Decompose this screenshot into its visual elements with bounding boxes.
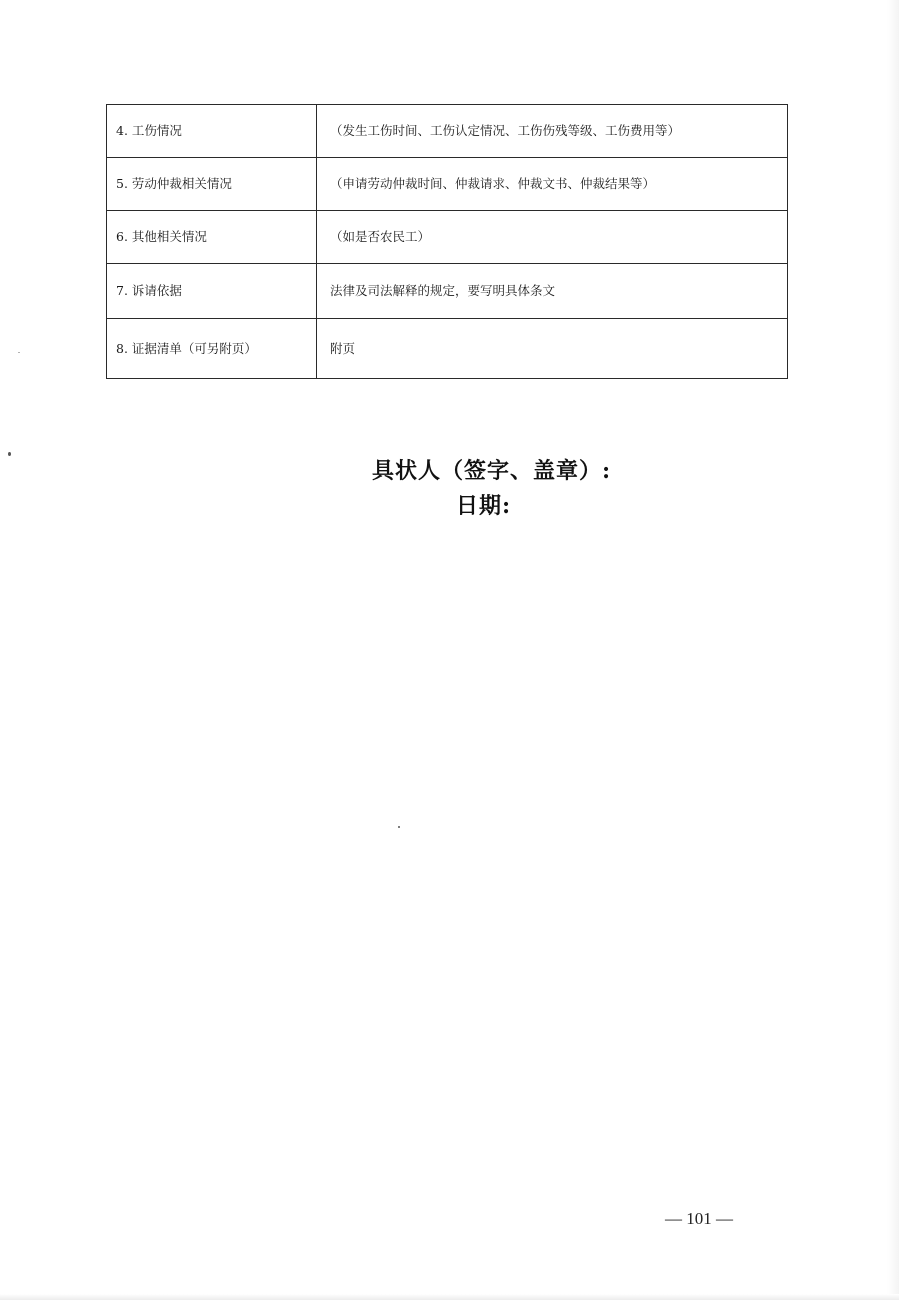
- page-number: — 101 —: [665, 1209, 733, 1228]
- row-label: 7. 诉请依据: [107, 264, 317, 319]
- complaint-form-table: [106, 104, 788, 379]
- date-label: 日期:: [456, 493, 512, 519]
- row-label: 5. 劳动仲裁相关情况: [107, 158, 317, 211]
- row-label: 8. 证据清单（可另附页）: [107, 319, 317, 379]
- table-row: [107, 158, 788, 211]
- signer-label: 具状人（签字、盖章）:: [372, 458, 612, 484]
- table-row: [107, 264, 788, 319]
- row-value: 附页: [317, 319, 788, 379]
- table-row: [107, 105, 788, 158]
- page-bottom-shadow: [0, 1294, 899, 1300]
- scan-speck: [18, 352, 20, 353]
- row-label: 6. 其他相关情况: [107, 211, 317, 264]
- scan-speck: [398, 826, 400, 828]
- row-value: 法律及司法解释的规定，要写明具体条文: [317, 264, 788, 319]
- row-value: （发生工伤时间、工伤认定情况、工伤伤残等级、工伤费用等）: [317, 105, 788, 158]
- table-row: [107, 211, 788, 264]
- page-edge-shadow: [887, 0, 899, 1300]
- row-value: （如是否农民工）: [317, 211, 788, 264]
- table-row: [107, 319, 788, 379]
- scan-speck: [8, 452, 11, 456]
- row-label: 4. 工伤情况: [107, 105, 317, 158]
- row-value: （申请劳动仲裁时间、仲裁请求、仲裁文书、仲裁结果等）: [317, 158, 788, 211]
